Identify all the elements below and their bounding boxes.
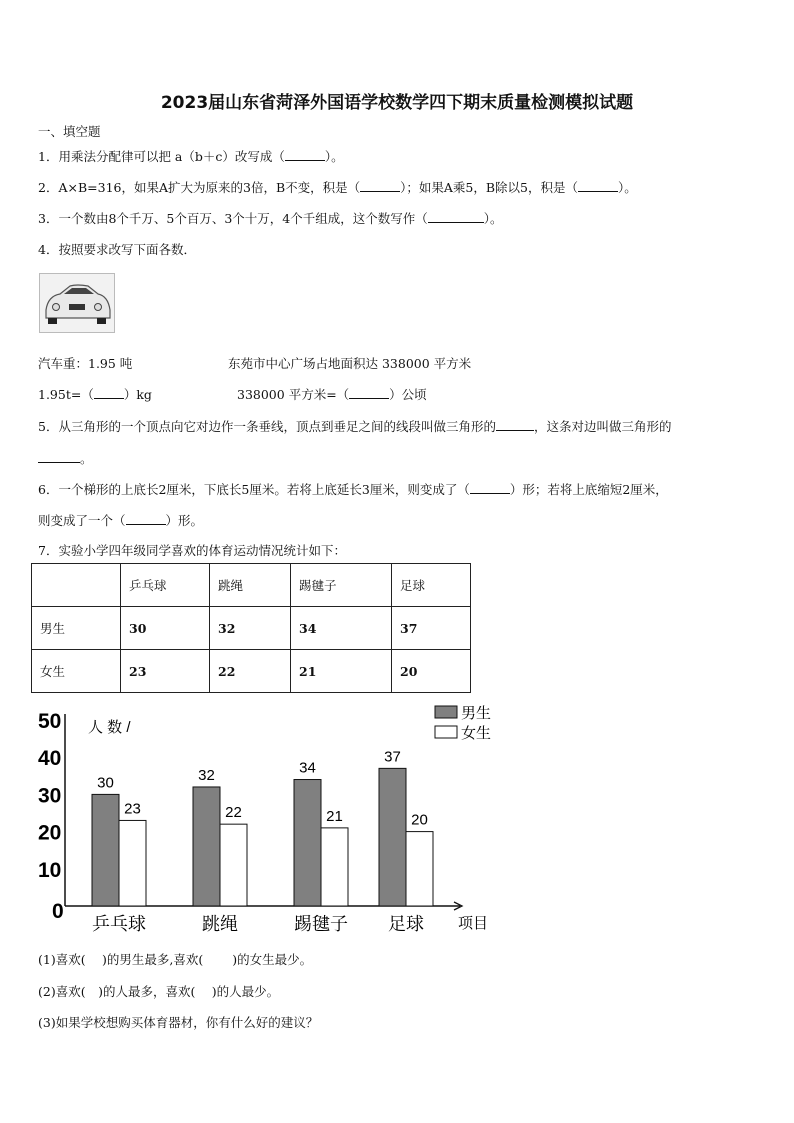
question-2-text-a: 2．A×B=316，如果A扩大为原来的3倍，B不变，积是（ (38, 180, 361, 195)
y-tick-label: 40 (38, 747, 62, 771)
data-label: 21 (326, 807, 343, 825)
bar (406, 832, 433, 906)
conversion-hectare-text: 338000 平方米=（ (237, 387, 350, 402)
question-5-end: 。 (80, 451, 93, 466)
y-tick-label: 10 (38, 858, 62, 882)
bar (193, 787, 220, 906)
section-heading: 一、填空题 (38, 124, 101, 139)
bar (119, 820, 146, 906)
category-label: 足球 (388, 914, 424, 935)
table-header-cell: 足球 (392, 564, 471, 607)
category-label: 乒乓球 (92, 914, 146, 935)
bar (220, 824, 247, 906)
table-header-cell: 跳绳 (210, 564, 291, 607)
question-1 (38, 147, 344, 165)
y-axis-label: 人 数 / (88, 719, 131, 736)
sub-question-1: (1)喜欢( )的男生最多,喜欢( )的女生最少。 (38, 952, 313, 967)
table-cell: 22 (210, 650, 291, 693)
question-7: 7．实验小学四年级同学喜欢的体育运动情况统计如下： (38, 543, 346, 558)
category-label: 跳绳 (202, 914, 238, 935)
data-label: 20 (411, 811, 428, 829)
bar-chart (30, 698, 510, 938)
bar (92, 794, 119, 906)
question-6 (38, 480, 668, 498)
conversion-kg-unit: ）kg (123, 387, 152, 402)
bar (379, 768, 406, 906)
question-6-text-a: 6．一个梯形的上底长2厘米，下底长5厘米。若将上底延长3厘米，则变成了（ (38, 482, 470, 497)
question-5-line2 (38, 449, 93, 467)
table-cell: 23 (121, 650, 210, 693)
bar (294, 780, 321, 906)
table-cell: 女生 (32, 650, 121, 693)
table-cell: 20 (392, 650, 471, 693)
bar (321, 828, 348, 906)
legend-swatch (435, 706, 457, 718)
y-tick-label: 50 (38, 710, 62, 733)
conversion-kg-text: 1.95t=（ (38, 387, 94, 402)
answer-blank[interactable] (428, 211, 484, 223)
sub-question-2: (2)喜欢( )的人最多，喜欢( )的人最少。 (38, 984, 280, 999)
table-header-row (32, 564, 471, 607)
question-5-text: 5．从三角形的一个顶点向它对边作一条垂线，顶点到垂足之间的线段叫做三角形的 (38, 419, 496, 434)
x-axis-label: 项目 (458, 915, 489, 932)
table-row (32, 650, 471, 693)
sports-table (31, 563, 471, 693)
question-3-text: 3．一个数由8个千万、5个百万、3个十万，4个千组成，这个数写作（ (38, 211, 428, 226)
car-weight-label: 汽车重：1.95 吨 (38, 356, 133, 371)
table-row (32, 607, 471, 650)
question-5 (38, 417, 671, 435)
answer-blank[interactable] (470, 482, 510, 494)
legend-label: 男生 (461, 705, 492, 722)
table-header-cell (32, 564, 121, 607)
area-label: 东苑市中心广场占地面积达 338000 平方米 (228, 356, 472, 371)
answer-blank[interactable] (360, 180, 400, 192)
data-label: 23 (124, 800, 141, 818)
conversion-kg (38, 385, 152, 403)
table-cell: 37 (392, 607, 471, 650)
answer-blank[interactable] (94, 387, 124, 399)
question-5-mid: ，这条对边叫做三角形的 (533, 419, 672, 434)
table-cell: 21 (291, 650, 392, 693)
data-label: 37 (384, 748, 401, 766)
table-cell: 32 (210, 607, 291, 650)
question-3 (38, 209, 503, 227)
conversion-hectare-unit: ）公顷 (389, 387, 427, 402)
question-6-text-d: ）形。 (165, 513, 204, 528)
question-2 (38, 178, 637, 196)
answer-blank[interactable] (578, 180, 618, 192)
conversion-hectare (237, 385, 427, 403)
legend-label: 女生 (461, 725, 492, 742)
question-2-text-c: ）。 (618, 180, 637, 195)
question-6-line2 (38, 511, 203, 529)
question-1-end: ）。 (324, 149, 344, 164)
table-header-cell: 乒乓球 (121, 564, 210, 607)
answer-blank[interactable] (38, 451, 80, 463)
answer-blank[interactable] (126, 513, 166, 525)
data-label: 22 (225, 804, 242, 822)
page-title: 2023届山东省菏泽外国语学校数学四下期末质量检测模拟试题 (160, 93, 634, 113)
question-4: 4．按照要求改写下面各数． (38, 242, 196, 257)
car-image (39, 273, 115, 333)
question-6-text-b: ）形；若将上底缩短2厘米， (509, 482, 668, 497)
table-cell: 30 (121, 607, 210, 650)
data-label: 32 (198, 766, 215, 784)
question-2-text-b: ）；如果A乘5，B除以5，积是（ (400, 180, 579, 195)
table-cell: 34 (291, 607, 392, 650)
category-label: 踢毽子 (294, 914, 348, 935)
y-tick-label: 20 (38, 821, 62, 845)
y-tick-label: 0 (52, 900, 64, 923)
legend-swatch (435, 726, 457, 738)
table-header-cell: 踢毽子 (291, 564, 392, 607)
answer-blank[interactable] (349, 387, 389, 399)
data-label: 34 (299, 759, 316, 777)
table-cell: 男生 (32, 607, 121, 650)
car-icon (40, 274, 114, 332)
y-tick-label: 30 (38, 784, 62, 808)
question-1-text: 1．用乘法分配律可以把 a（b＋c）改写成（ (38, 149, 285, 164)
sub-question-3: (3)如果学校想购买体育器材，你有什么好的建议？ (38, 1015, 319, 1030)
answer-blank[interactable] (285, 149, 325, 161)
answer-blank[interactable] (496, 419, 534, 431)
question-6-text-c: 则变成了一个（ (38, 513, 126, 528)
question-3-end: ）。 (483, 211, 503, 226)
data-label: 30 (97, 774, 114, 792)
